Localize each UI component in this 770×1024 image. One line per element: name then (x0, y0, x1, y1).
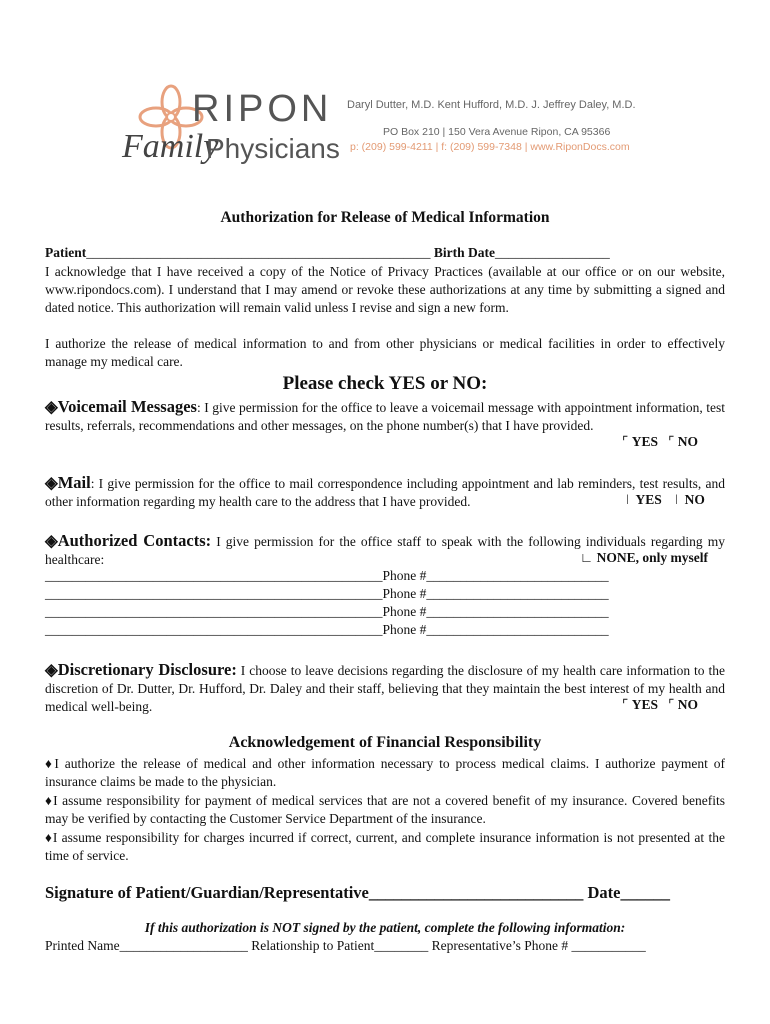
discretionary-yes-label: YES (631, 697, 658, 712)
contact-name-field[interactable]: __________________________________________________ (45, 622, 383, 637)
contacts-none-option (578, 550, 708, 566)
voicemail-section (45, 398, 725, 435)
date-label: Date (587, 883, 621, 902)
patient-name-field[interactable]: ___________________________________________________ (86, 245, 431, 260)
financial-item: ♦I assume responsibility for payment of medical services that are not a covered benefit of my insurance. Covered benefits may be verified by contacting the Customer Service Department of the insurance. (45, 793, 725, 826)
representative-phone-label: ___ Representative’s Phone # (407, 938, 572, 953)
mail-label: ◈Mail (45, 473, 91, 492)
voicemail-yes-checkbox[interactable]: ⌜ (622, 434, 629, 449)
footer-note: If this authorization is NOT signed by the patient, complete the following information: (144, 920, 626, 935)
voicemail-no-label: NO (677, 434, 699, 449)
mail-options (622, 492, 705, 508)
logo-ripon-text: RIPON (192, 88, 333, 130)
contact-phone-label: Phone # (382, 586, 427, 601)
check-heading: Please check YES or NO: (282, 373, 488, 394)
signature-line (45, 883, 725, 903)
contact-row (45, 604, 725, 620)
contact-row (45, 622, 725, 638)
contact-phone-field[interactable]: ___________________________ (426, 568, 609, 583)
logo-physicians-text: Physicians (206, 133, 340, 164)
discretionary-no-label: NO (677, 697, 699, 712)
authorization-paragraph: I authorize the release of medical information to and from other physicians or medical facilities in order to effectively manage my medical care. (45, 336, 725, 369)
contact-row (45, 586, 725, 602)
signature-field[interactable]: __________________________ (368, 883, 584, 902)
office-address: PO Box 210 | 150 Vera Avenue Ripon, CA 95366 (383, 126, 611, 138)
financial-item: ♦I assume responsibility for charges incurred if correct, current, and complete insurance information is not presented at the time of service. (45, 830, 725, 863)
financial-item: ♦I authorize the release of medical and other information necessary to process medical claims. I authorize payment of insurance claims be made to the physician. (45, 756, 725, 789)
acknowledgement-paragraph: I acknowledge that I have received a copy of the Notice of Privacy Practices (available at our office or on our website, www.ripondocs.com). I understand that I may amend or revoke these authorizations at any time by submitting a signed and dated notice. This authorization will remain valid unless I revise and sign a new form. (45, 264, 725, 315)
doctor-list: Daryl Dutter, M.D. Kent Hufford, M.D. J. Jeffrey Daley, M.D. (347, 99, 636, 111)
logo-family-text: Family (122, 128, 219, 165)
office-contact: p: (209) 599-4211 | f: (209) 599-7348 | www.RiponDocs.com (350, 141, 630, 153)
contact-phone-field[interactable]: ___________________________ (426, 604, 609, 619)
representative-line (45, 938, 725, 954)
mail-no-checkbox[interactable]: ǀ (675, 492, 678, 507)
contact-phone-label: Phone # (382, 604, 427, 619)
contact-name-field[interactable]: __________________________________________________ (45, 586, 383, 601)
signature-label: Signature of Patient/Guardian/Representative (45, 883, 369, 902)
discretionary-text: I choose to leave decisions regarding the disclosure of my health care information to the discretion of Dr. Dutter, Dr. Hufford, Dr. Daley and their staff, believing that they maintain the best interest of my health and medical well-being. (45, 663, 725, 714)
contacts-label: ◈Authorized Contacts: (45, 531, 212, 550)
contacts-text: I give permission for the office staff to speak with the following individuals regarding my healthcare: (45, 534, 725, 567)
mail-yes-label: YES (635, 492, 662, 507)
voicemail-label: ◈Voicemail Messages (45, 397, 197, 416)
patient-label: Patient (45, 245, 87, 260)
representative-phone-field[interactable]: ___________ (571, 938, 646, 953)
contact-phone-label: Phone # (382, 622, 427, 637)
contact-phone-field[interactable]: ___________________________ (426, 586, 609, 601)
contact-name-field[interactable]: __________________________________________________ (45, 604, 383, 619)
voicemail-yes-label: YES (631, 434, 658, 449)
birth-date-field[interactable]: _________________ (495, 245, 610, 260)
mail-text: : I give permission for the office to mail correspondence including appointment and lab reminders, test results, and other information regarding my health care to the address that I have provided. (45, 476, 725, 509)
mail-yes-checkbox[interactable]: ǀ (626, 492, 629, 507)
relationship-field[interactable]: _____ (374, 938, 408, 953)
document-title: Authorization for Release of Medical Information (220, 209, 550, 226)
discretionary-yes-checkbox[interactable]: ⌜ (622, 697, 629, 712)
contacts-none-checkbox[interactable]: ∟ (580, 550, 594, 565)
contact-row (45, 568, 725, 584)
voicemail-options (622, 434, 698, 450)
patient-line (45, 245, 725, 261)
mail-no-label: NO (684, 492, 705, 507)
birth-date-label: Birth Date (433, 245, 495, 260)
discretionary-no-checkbox[interactable]: ⌜ (668, 697, 675, 712)
printed-name-field[interactable]: ___________________ (119, 938, 248, 953)
contacts-none-label: NONE, only myself (596, 550, 708, 565)
contact-name-field[interactable]: __________________________________________________ (45, 568, 383, 583)
date-field[interactable]: ______ (620, 883, 670, 902)
contact-phone-label: Phone # (382, 568, 427, 583)
discretionary-label: ◈Discretionary Disclosure: (45, 660, 237, 679)
printed-name-label: Printed Name (45, 938, 120, 953)
voicemail-text: : I give permission for the office to leave a voicemail message with appointment information, test results, referrals, recommendations and other messages, on the phone number(s) that I have provided. (45, 400, 726, 433)
financial-heading: Acknowledgement of Financial Responsibility (228, 734, 542, 751)
relationship-label: Relationship to Patient (251, 938, 375, 953)
discretionary-options (618, 697, 698, 713)
contact-phone-field[interactable]: ___________________________ (426, 622, 609, 637)
voicemail-no-checkbox[interactable]: ⌜ (668, 434, 675, 449)
